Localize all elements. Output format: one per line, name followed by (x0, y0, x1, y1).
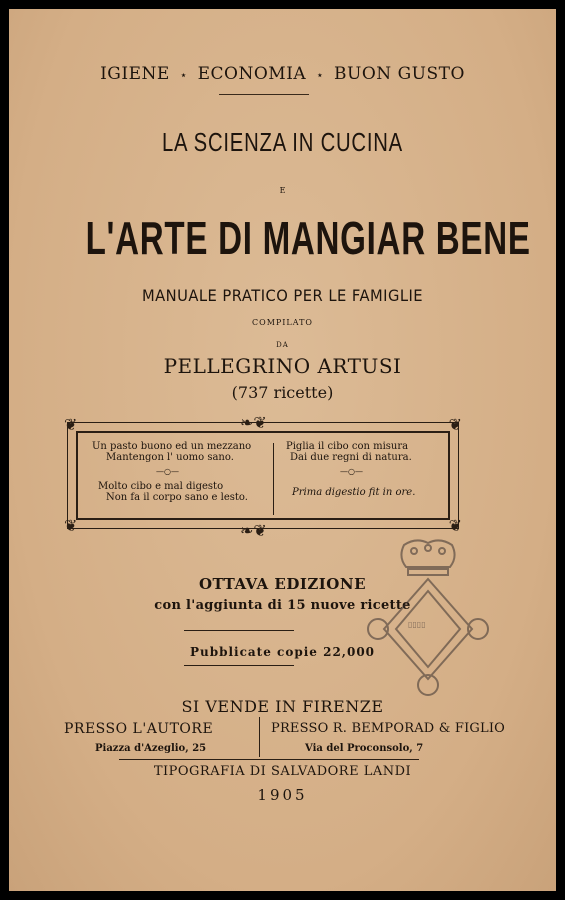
flourish-icon: ❧❦ (240, 413, 267, 432)
corner-ornament-icon: ❦ (64, 415, 78, 434)
seller-author: PRESSO L'AUTORE (64, 721, 214, 737)
title-conjunction: E (279, 186, 286, 195)
main-title: L'ARTE DI MANGIAR BENE (85, 212, 531, 264)
edition-note: con l'aggiunta di 15 nuove ricette (154, 598, 411, 613)
seller-author-address: Piazza d'Azeglio, 25 (95, 743, 207, 754)
proverb-frame (64, 413, 462, 540)
tagline-hygiene: IGIENE (100, 64, 170, 84)
corner-ornament-icon: ❦ (448, 516, 462, 535)
library-stamp (364, 537, 494, 707)
copies-printed: Pubblicate copie 22,000 (189, 645, 376, 659)
star-icon: ⋆ (316, 68, 325, 82)
proverb-left-2-a: Molto cibo e mal digesto (98, 481, 224, 492)
title-line-1: LA SCIENZA IN CUCINA (162, 127, 403, 157)
small-divider-icon: —○— (340, 467, 363, 476)
tagline-good-taste: BUON GUSTO (334, 64, 465, 84)
subtitle: MANUALE PRATICO PER LE FAMIGLIE (141, 286, 424, 305)
flourish-icon: ❧❦ (240, 521, 267, 540)
corner-ornament-icon: ❦ (64, 516, 78, 535)
proverb-left-1-b: Mantengon l' uomo sano. (106, 452, 234, 463)
title-page (9, 9, 556, 891)
small-divider-icon: —○— (156, 467, 179, 476)
recipe-count: (737 ricette) (231, 383, 334, 402)
proverb-left-2-b: Non fa il corpo sano e lesto. (106, 492, 248, 503)
proverb-right-2: Prima digestio fit in ore. (292, 487, 416, 498)
printer-name: TIPOGRAFIA DI SALVADORE LANDI (153, 764, 412, 779)
proverb-column-divider (273, 443, 274, 515)
ornamental-rule (219, 94, 309, 95)
copies-rule-top (184, 630, 294, 631)
seller-bemporad: PRESSO R. BEMPORAD & FIGLIO (271, 721, 506, 736)
stamp-lettering-icon: ▯▯▯▯ (408, 620, 426, 629)
sale-heading: SI VENDE IN FIRENZE (181, 697, 384, 716)
copies-rule-bottom (184, 665, 294, 666)
publication-year: 1905 (257, 786, 308, 804)
seller-bemporad-address: Via del Proconsolo, 7 (305, 743, 424, 754)
author-name: PELLEGRINO ARTUSI (163, 354, 402, 378)
compiled-label: COMPILATO (252, 318, 313, 327)
star-icon: ⋆ (179, 68, 188, 82)
corner-ornament-icon: ❦ (448, 415, 462, 434)
proverb-right-1-a: Piglia il cibo con misura (286, 441, 409, 452)
by-label: DA (276, 341, 289, 349)
tagline (9, 64, 556, 84)
proverb-inner-frame (76, 431, 450, 520)
proverb-left-1-a: Un pasto buono ed un mezzano (92, 441, 252, 452)
tagline-economy: ECONOMIA (197, 64, 307, 84)
proverb-right-1-b: Dai due regni di natura. (290, 452, 412, 463)
edition-name: OTTAVA EDIZIONE (198, 575, 367, 593)
seller-divider (259, 717, 260, 757)
printer-rule (119, 759, 419, 760)
